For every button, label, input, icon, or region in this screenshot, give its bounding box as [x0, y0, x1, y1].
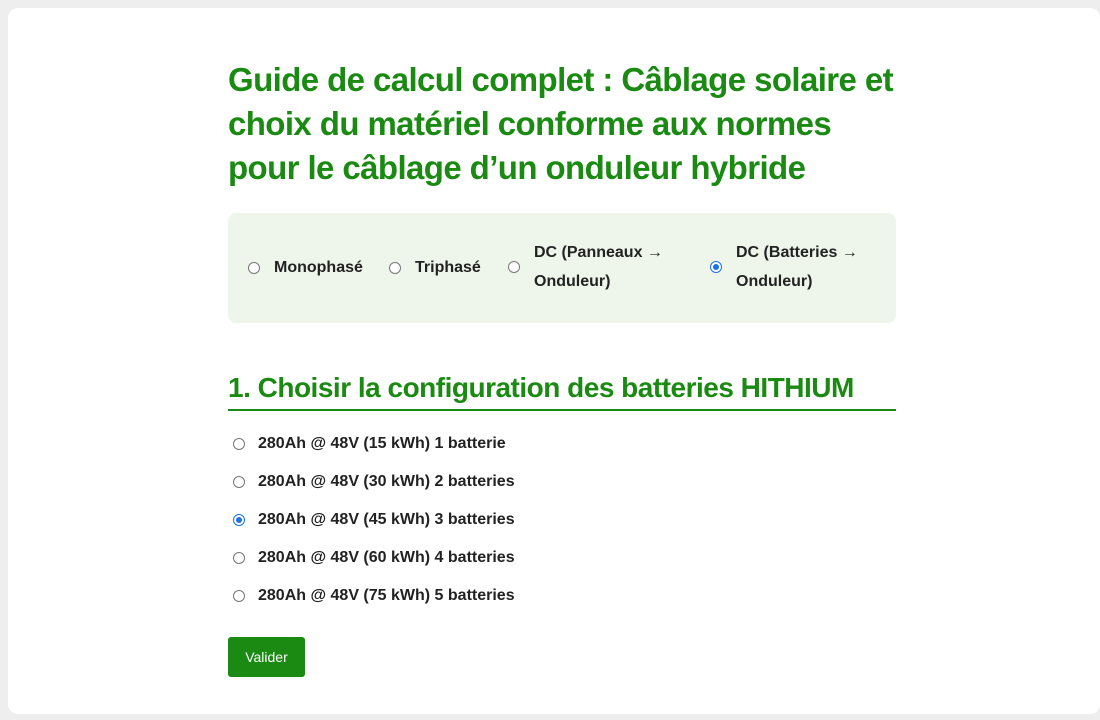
battery-label-4: 280Ah @ 48V (60 kWh) 4 batteries [258, 549, 515, 566]
radio-dc-panneaux[interactable] [508, 261, 520, 273]
battery-label-2: 280Ah @ 48V (30 kWh) 2 batteries [258, 473, 515, 490]
battery-radio-4[interactable] [233, 552, 245, 564]
page-card [8, 8, 1100, 714]
battery-radio-2[interactable] [233, 476, 245, 488]
battery-label-1: 280Ah @ 48V (15 kWh) 1 batterie [258, 435, 506, 452]
radio-label-monophase: Monophasé [274, 259, 363, 276]
radio-label-dc-panneaux-line1: DC (Panneaux → [534, 244, 663, 261]
radio-label-dc-batteries-line2: Onduleur) [736, 273, 813, 290]
radio-option-dc-batteries[interactable] [710, 238, 858, 296]
radio-option-dc-panneaux[interactable] [508, 238, 663, 296]
radio-label-dc-batteries [736, 238, 858, 296]
main-content [228, 58, 896, 665]
radio-triphase[interactable] [389, 262, 401, 274]
battery-radio-3[interactable] [233, 514, 245, 526]
battery-label-3: 280Ah @ 48V (45 kWh) 3 batteries [258, 511, 515, 528]
submit-button[interactable]: Valider [228, 637, 305, 677]
radio-label-dc-panneaux-line2: Onduleur) [534, 273, 611, 290]
battery-option-1[interactable] [228, 432, 506, 456]
radio-option-monophase[interactable] [248, 253, 363, 282]
battery-radio-5[interactable] [233, 590, 245, 602]
battery-radio-1[interactable] [233, 438, 245, 450]
battery-label-5: 280Ah @ 48V (75 kWh) 5 batteries [258, 587, 515, 604]
radio-dc-batteries[interactable] [710, 261, 722, 273]
radio-label-triphase: Triphasé [415, 259, 481, 276]
battery-option-3[interactable] [228, 508, 515, 532]
battery-option-2[interactable] [228, 470, 515, 494]
section-title: 1. Choisir la configuration des batteries HITHIUM [228, 370, 896, 411]
radio-option-triphase[interactable] [389, 253, 481, 282]
radio-monophase[interactable] [248, 262, 260, 274]
page-title: Guide de calcul complet : Câblage solaire et choix du matériel conforme aux normes pour le câblage d’un onduleur hybride [228, 61, 893, 186]
battery-option-5[interactable] [228, 584, 515, 608]
battery-option-4[interactable] [228, 546, 515, 570]
radio-label-dc-panneaux [534, 238, 663, 296]
radio-label-dc-batteries-line1: DC (Batteries → [736, 244, 858, 261]
cable-type-selector [228, 213, 896, 323]
